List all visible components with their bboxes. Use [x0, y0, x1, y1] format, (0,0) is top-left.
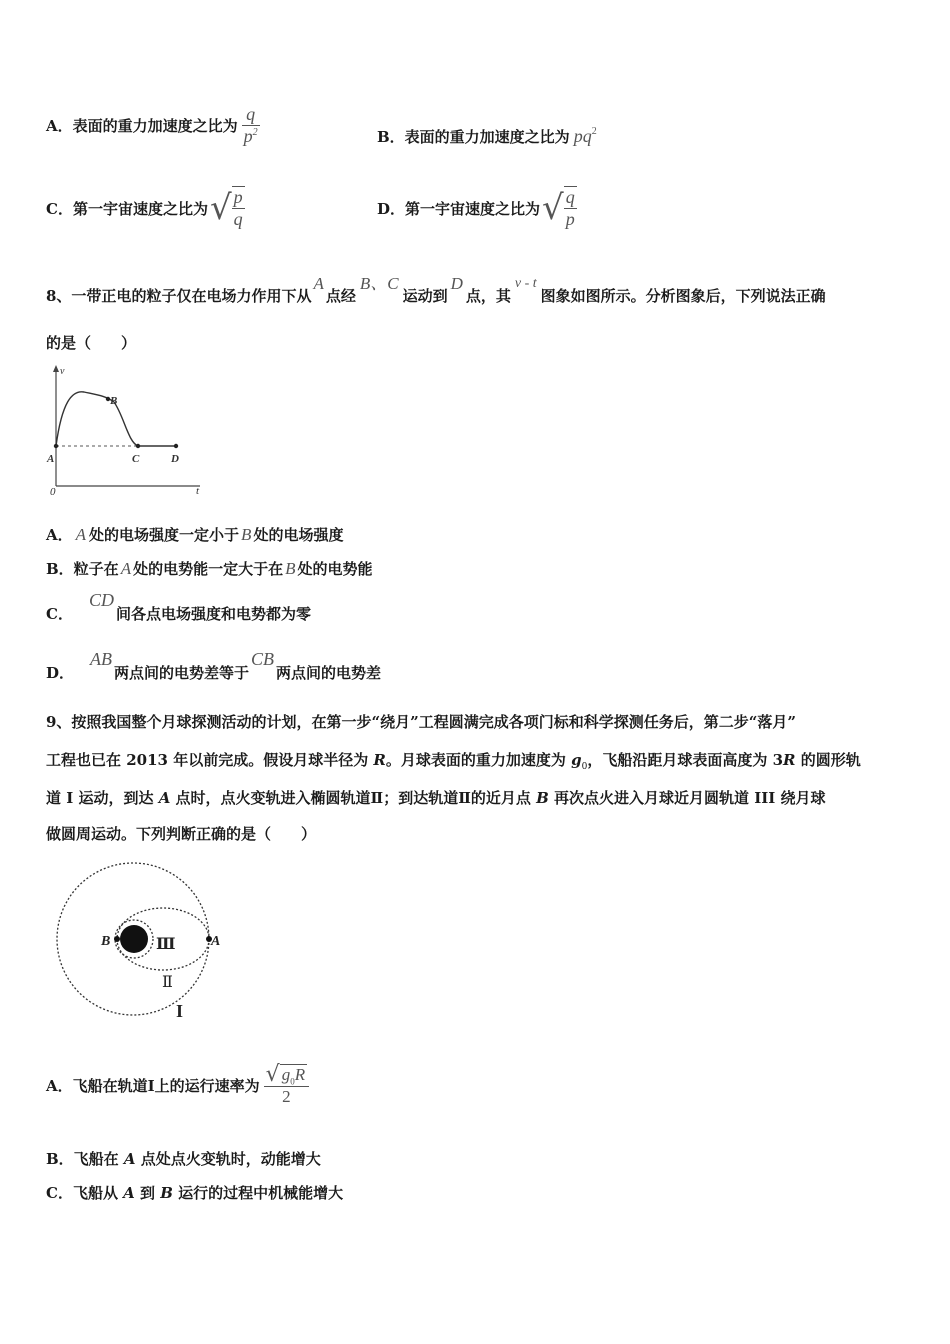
point-d — [174, 444, 178, 448]
graph-label-d: D — [171, 453, 179, 465]
q7-option-d-sqrt: √ $\frac{q}{p}$ — [542, 187, 575, 229]
q9-option-a: A．飞船在轨道Ⅰ上的运行速率为 √ $g_0R$ 2 — [46, 1064, 309, 1107]
q7-option-a-label: A．表面的重力加速度之比为 — [46, 117, 238, 135]
q8-stem-line1: 8、一带正电的粒子仅在电场力作用下从 A 点经 B、C 运动到 D 点，其 v - t 图象如图所示。分析图象后，下列说法正确 — [46, 274, 826, 305]
q7-option-a-fraction: $\frac{q}{p^2}$ — [243, 104, 258, 146]
point-a — [54, 444, 58, 448]
q9-stem-line4: 做圆周运动。下列判断正确的是（ ） — [46, 825, 317, 843]
q9-stem-line3: 道 I 运动，到达 A 点时，点火变轨进入椭圆轨道Ⅱ；到达轨道Ⅱ的近月点 B 再次点火进入月球近月圆轨道 III 绕月球 — [46, 789, 826, 807]
q9-stem-line1: 9、按照我国整个月球探测活动的计划，在第一步“绕月”工程圆满完成各项门标和科学探测任务后，第二步“落月” — [46, 713, 796, 731]
q9-stem-line2: 工程也已在 2013 年以前完成。假设月球半径为 R。月球表面的重力加速度为 $g_0$，飞船沿距月球表面高度为 3R 的圆形轨 — [46, 751, 861, 772]
q7-option-d — [377, 186, 577, 230]
point-b-marker — [114, 936, 120, 942]
q9-option-b: B．飞船在 A 点处点火变轨时，动能增大 — [46, 1150, 321, 1168]
q9-orbit-diagram — [50, 860, 230, 1030]
graph-label-c: C — [132, 453, 140, 465]
v-label: v — [60, 366, 65, 377]
q7-option-c — [46, 186, 245, 230]
q7-option-c-sqrt: √ $\frac{p}{q}$ — [209, 187, 243, 229]
v-axis-arrow — [53, 365, 59, 372]
q8-stem-line2: 的是（ ） — [46, 334, 137, 352]
diagram-label-ii: Ⅱ — [162, 974, 173, 991]
diagram-label-b: B — [101, 934, 111, 949]
graph-label-b: B — [110, 395, 118, 407]
q7-option-d-label: D．第一宇宙速度之比为 — [377, 199, 541, 218]
q9-option-a-fraction: √ $g_0R$ 2 — [264, 1064, 309, 1107]
q8-vt-graph — [40, 362, 215, 502]
diagram-label-iii: Ⅲ — [156, 936, 176, 953]
q8-option-d: D． AB 两点间的电势差等于 CB 两点间的电势差 — [46, 649, 382, 682]
q7-option-c-label: C．第一宇宙速度之比为 — [46, 199, 208, 218]
t-label: t — [196, 485, 200, 497]
q7-option-b: B．表面的重力加速度之比为 pq $^2$ — [377, 126, 597, 146]
origin-label: 0 — [50, 486, 56, 498]
moon — [120, 925, 148, 953]
q7-option-b-label: B．表面的重力加速度之比为 — [377, 128, 570, 146]
q9-option-c: C．飞船从 A 到 B 运行的过程中机械能增大 — [46, 1184, 344, 1202]
q8-option-c: C． CD 间各点电场强度和电势都为零 — [46, 590, 311, 623]
q8-option-b: B．粒子在 A 处的电势能一定大于在 B 处的电势能 — [46, 559, 373, 578]
q7-option-b-expr: pq — [573, 126, 592, 146]
diagram-label-i: I — [176, 1001, 184, 1021]
diagram-label-a: A — [211, 934, 221, 949]
q8-option-a: A． A 处的电场强度一定小于 B 处的电场强度 — [46, 525, 344, 544]
graph-label-a: A — [47, 453, 55, 465]
q7-option-a — [46, 104, 260, 147]
point-c — [136, 444, 140, 448]
